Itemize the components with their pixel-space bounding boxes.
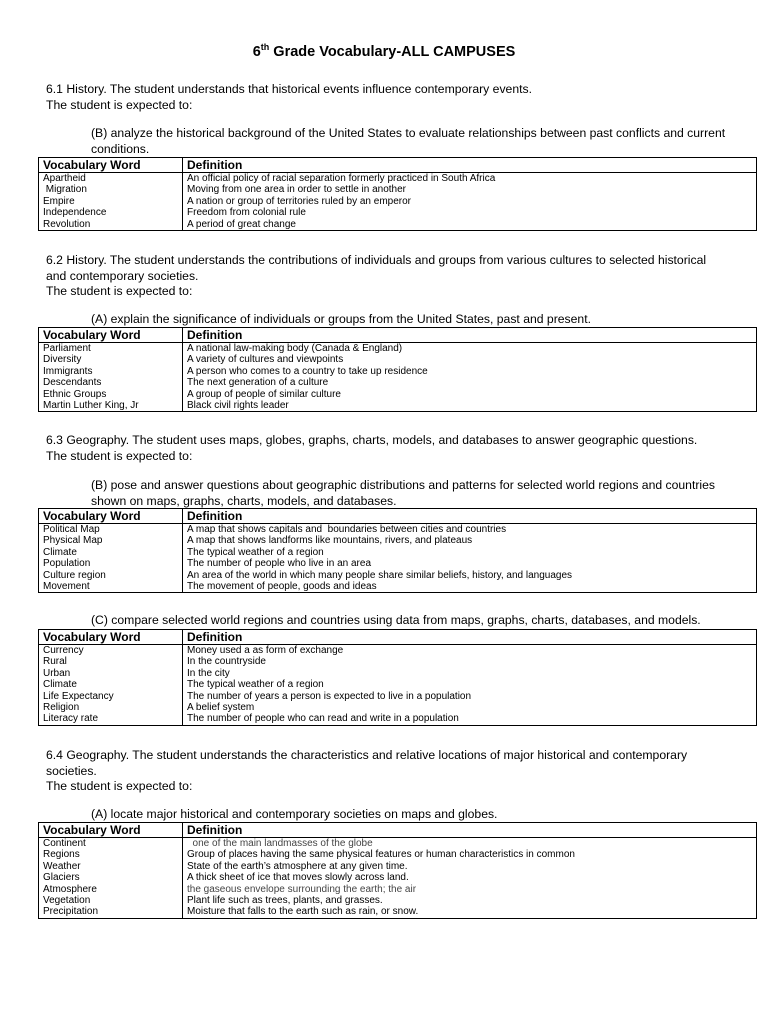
vocab-definition: the gaseous envelope surrounding the earth; the air xyxy=(183,884,757,895)
vocab-word: Physical Map xyxy=(39,535,183,546)
vocab-word: Rural xyxy=(39,656,183,667)
title-text: Grade Vocabulary-ALL CAMPUSES xyxy=(269,44,516,60)
table-row xyxy=(39,558,757,569)
table-row xyxy=(39,849,757,860)
standard-text: 6.3 Geography. The student uses maps, globes, graphs, charts, models, and databases to answer geographic questions. xyxy=(46,433,698,447)
table-row xyxy=(39,389,757,400)
table-row xyxy=(39,207,757,218)
table-row xyxy=(39,872,757,883)
table-row xyxy=(39,895,757,906)
vocab-word: Glaciers xyxy=(39,872,183,883)
page-title xyxy=(0,44,768,60)
vocab-word: Vegetation xyxy=(39,895,183,906)
standard-expectation: The student is expected to: xyxy=(46,779,193,793)
table-row xyxy=(39,702,757,713)
table-row xyxy=(39,366,757,377)
table-row xyxy=(39,656,757,667)
vocab-definition: A map that shows capitals and boundaries between cities and countries xyxy=(183,524,757,536)
vocab-definition: A group of people of similar culture xyxy=(183,389,757,400)
table-row xyxy=(39,173,757,185)
title-grade-number: 6 xyxy=(252,44,261,60)
vocab-definition: A period of great change xyxy=(183,219,757,231)
standard-expectation: The student is expected to: xyxy=(46,284,193,298)
table-row xyxy=(39,343,757,355)
table-row xyxy=(39,184,757,195)
table-row xyxy=(39,581,757,593)
vocab-word: Immigrants xyxy=(39,366,183,377)
table-row xyxy=(39,713,757,725)
vocab-definition: Plant life such as trees, plants, and grasses. xyxy=(183,895,757,906)
substandard-6-3-c: (C) compare selected world regions and countries using data from maps, graphs, charts, databases, and models. xyxy=(91,613,701,627)
vocab-definition: A map that shows landforms like mountains, rivers, and plateaus xyxy=(183,535,757,546)
vocab-word: Diversity xyxy=(39,354,183,365)
vocab-definition: The typical weather of a region xyxy=(183,547,757,558)
vocab-word: Independence xyxy=(39,207,183,218)
vocab-word: Culture region xyxy=(39,570,183,581)
vocab-table-6-4-a xyxy=(38,822,757,919)
table-header-row xyxy=(39,328,757,343)
title-superscript: th xyxy=(260,42,270,53)
vocab-definition: one of the main landmasses of the globe xyxy=(183,838,757,850)
table-header-row xyxy=(39,823,757,838)
table-row xyxy=(39,354,757,365)
vocab-word: Ethnic Groups xyxy=(39,389,183,400)
vocab-definition: Black civil rights leader xyxy=(183,400,757,412)
vocab-definition: The movement of people, goods and ideas xyxy=(183,581,757,593)
vocab-definition: A person who comes to a country to take up residence xyxy=(183,366,757,377)
table-row xyxy=(39,196,757,207)
vocab-definition: A national law-making body (Canada & England) xyxy=(183,343,757,355)
table-header-row xyxy=(39,158,757,173)
vocab-word: Currency xyxy=(39,645,183,657)
standard-expectation: The student is expected to: xyxy=(46,448,193,463)
vocab-table-6-3-c xyxy=(38,629,757,726)
table-row xyxy=(39,400,757,412)
table-row xyxy=(39,219,757,231)
vocab-definition: An official policy of racial separation formerly practiced in South Africa xyxy=(183,173,757,185)
vocab-word: Urban xyxy=(39,668,183,679)
vocab-table-6-3-b xyxy=(38,508,757,593)
vocab-definition: Group of places having the same physical features or human characteristics in common xyxy=(183,849,757,860)
vocab-definition: In the countryside xyxy=(183,656,757,667)
column-header-definition: Definition xyxy=(183,158,757,173)
vocab-definition: Moving from one area in order to settle in another xyxy=(183,184,757,195)
vocab-definition: The number of people who live in an area xyxy=(183,558,757,569)
vocab-word: Martin Luther King, Jr xyxy=(39,400,183,412)
vocab-definition: A belief system xyxy=(183,702,757,713)
standard-6-1 xyxy=(46,82,758,113)
vocab-definition: In the city xyxy=(183,668,757,679)
standard-text: 6.2 History. The student understands the contributions of individuals and groups from various cultures to selected historical and contemporary societies. xyxy=(46,253,707,283)
vocab-table-6-1-b xyxy=(38,157,757,231)
substandard-6-3-b: (B) pose and answer questions about geographic distributions and patterns for selected world regions and countries shown on maps, graphs, charts, models, and databases. xyxy=(91,478,715,508)
vocab-word: Literacy rate xyxy=(39,713,183,725)
vocab-word: Continent xyxy=(39,838,183,850)
table-row xyxy=(39,535,757,546)
table-row xyxy=(39,861,757,872)
vocab-definition: Moisture that falls to the earth such as rain, or snow. xyxy=(183,906,757,918)
vocab-word: Empire xyxy=(39,196,183,207)
column-header-word: Vocabulary Word xyxy=(39,328,183,343)
column-header-definition: Definition xyxy=(183,630,757,645)
vocab-definition: An area of the world in which many people share similar beliefs, history, and languages xyxy=(183,570,757,581)
vocab-word: Migration xyxy=(39,184,183,195)
table-row xyxy=(39,377,757,388)
standard-6-3 xyxy=(46,433,758,464)
vocab-word: Movement xyxy=(39,581,183,593)
standard-text: 6.4 Geography. The student understands the characteristics and relative locations of major historical and contemporary societies. xyxy=(46,748,688,778)
vocab-definition: The typical weather of a region xyxy=(183,679,757,690)
standard-expectation: The student is expected to: xyxy=(46,97,193,112)
vocab-word: Life Expectancy xyxy=(39,691,183,702)
substandard-6-4-a: (A) locate major historical and contemporary societies on maps and globes. xyxy=(91,807,498,821)
vocab-word: Climate xyxy=(39,679,183,690)
column-header-word: Vocabulary Word xyxy=(39,630,183,645)
vocab-definition: The number of years a person is expected to live in a population xyxy=(183,691,757,702)
vocab-word: Precipitation xyxy=(39,906,183,918)
vocab-word: Climate xyxy=(39,547,183,558)
vocab-word: Population xyxy=(39,558,183,569)
vocab-word: Apartheid xyxy=(39,173,183,185)
vocab-word: Parliament xyxy=(39,343,183,355)
vocab-definition: A variety of cultures and viewpoints xyxy=(183,354,757,365)
standard-6-4 xyxy=(46,748,758,795)
table-row xyxy=(39,645,757,657)
substandard-6-1-b: (B) analyze the historical background of the United States to evaluate relationships between past conflicts and current conditions. xyxy=(91,126,726,156)
table-row xyxy=(39,668,757,679)
standard-text: 6.1 History. The student understands that historical events influence contemporary events. xyxy=(46,82,532,96)
table-header-row xyxy=(39,509,757,524)
vocab-word: Revolution xyxy=(39,219,183,231)
vocab-word: Weather xyxy=(39,861,183,872)
vocab-definition: A nation or group of territories ruled by an emperor xyxy=(183,196,757,207)
table-row xyxy=(39,547,757,558)
table-row xyxy=(39,524,757,536)
vocab-word: Regions xyxy=(39,849,183,860)
table-row xyxy=(39,884,757,895)
column-header-definition: Definition xyxy=(183,328,757,343)
column-header-word: Vocabulary Word xyxy=(39,823,183,838)
vocab-definition: Money used a as form of exchange xyxy=(183,645,757,657)
vocab-definition: The next generation of a culture xyxy=(183,377,757,388)
table-row xyxy=(39,679,757,690)
vocab-word: Atmosphere xyxy=(39,884,183,895)
substandard-6-2-a: (A) explain the significance of individuals or groups from the United States, past and present. xyxy=(91,312,591,326)
vocab-definition: State of the earth’s atmosphere at any given time. xyxy=(183,861,757,872)
vocab-word: Religion xyxy=(39,702,183,713)
table-row xyxy=(39,906,757,918)
vocab-definition: A thick sheet of ice that moves slowly across land. xyxy=(183,872,757,883)
vocab-definition: Freedom from colonial rule xyxy=(183,207,757,218)
vocab-word: Political Map xyxy=(39,524,183,536)
column-header-definition: Definition xyxy=(183,509,757,524)
vocab-definition: The number of people who can read and write in a population xyxy=(183,713,757,725)
standard-6-2 xyxy=(46,253,758,300)
table-row xyxy=(39,691,757,702)
column-header-word: Vocabulary Word xyxy=(39,158,183,173)
vocab-table-6-2-a xyxy=(38,327,757,412)
column-header-definition: Definition xyxy=(183,823,757,838)
table-header-row xyxy=(39,630,757,645)
vocab-word: Descendants xyxy=(39,377,183,388)
table-row xyxy=(39,838,757,850)
column-header-word: Vocabulary Word xyxy=(39,509,183,524)
table-row xyxy=(39,570,757,581)
